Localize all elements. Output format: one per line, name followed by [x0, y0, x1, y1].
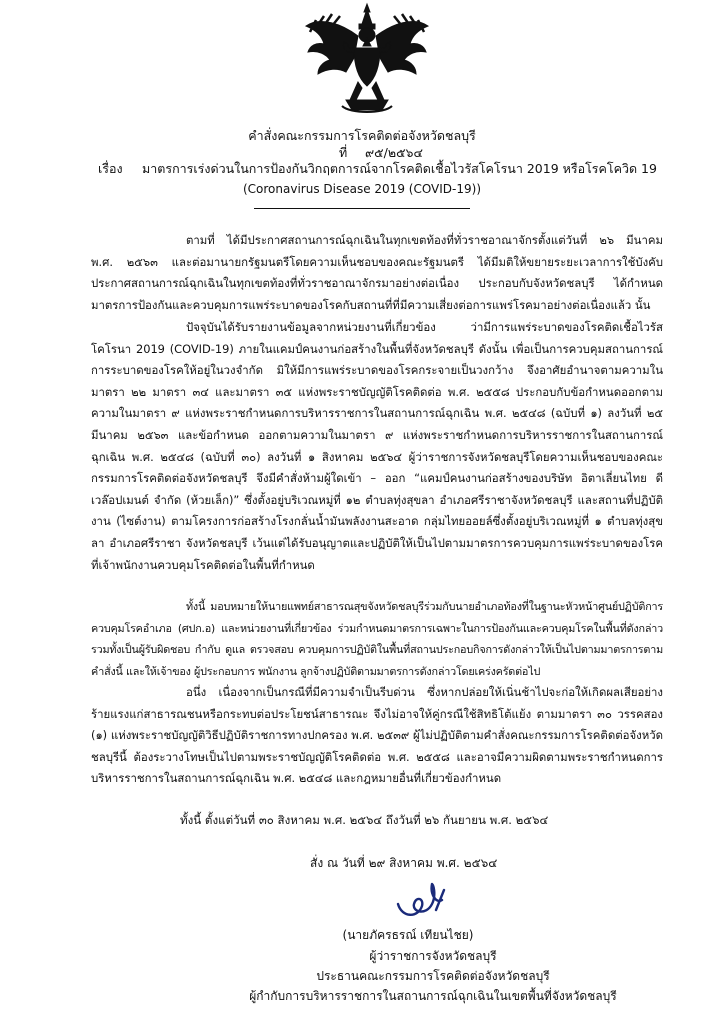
handwritten-signature: [392, 878, 450, 924]
paragraph-background-text: ตามที่ ได้มีประกาศสถานการณ์ฉุกเฉินในทุกเขตท้องที่ทั่วราชอาณาจักรตั้งแต่วันที่ ๒๖ มีนาคม พ.ศ. ๒๕๖๓ และต่อมานายกรัฐมนตรีโดยความเห็นชอบของคณะรัฐมนตรี ได้มีมติให้ขยายระยะเวลาการใช้บังคับประกาศสถานการณ์ฉุกเฉินในทุกเขตท้องที่ทั่วราชอาณาจักรมาอย่างต่อเนื่อง ประกอบกับจังหวัดชลบุรี ได้กำหนดมาตรการป้องกันและควบคุมการแพร่ระบาดของโรคกับสถานที่ที่มีความเสี่ยงต่อการแพร่โรคมาอย่างต่อเนื่องแล้ว นั้น: [91, 233, 663, 312]
signatory-position-governor: ผู้ว่าราชการจังหวัดชลบุรี: [369, 949, 497, 963]
signatory-name: (นายภัครธรณ์ เทียนไชย): [342, 928, 474, 942]
signatory-position-emergency: ผู้กำกับการบริหารราชการในสถานการณ์ฉุกเฉินในเขตพื้นที่จังหวัดชลบุรี: [249, 989, 617, 1003]
subject-english: (Coronavirus Disease 2019 (COVID-19)): [242, 182, 482, 196]
signatory-position-chairman: ประธานคณะกรรมการโรคติดต่อจังหวัดชลบุรี: [316, 969, 550, 983]
effective-period: ทั้งนี้ ตั้งแต่วันที่ ๓๐ สิงหาคม พ.ศ. ๒๕๖๔ ถึงวันที่ ๒๖ กันยายน พ.ศ. ๒๕๖๔: [180, 813, 549, 827]
signing-date: สั่ง ณ วันที่ ๒๙ สิงหาคม พ.ศ. ๒๕๖๔: [310, 856, 498, 870]
paragraph-assignment-text: ทั้งนี้ มอบหมายให้นายแพทย์สาธารณสุขจังหวัดชลบุรีร่วมกับนายอำเภอท้องที่ในฐานะหัวหน้าศูนย์ปฏิบัติการควบคุมโรคอำเภอ (ศปก.อ) และหน่วยงานที่เกี่ยวข้อง ร่วมกำหนดมาตรการเฉพาะในการป้องกันและควบคุมโรคในพื้นที่ดังกล่าว รวมทั้งเป็นผู้รับผิดชอบ กำกับ ดูแล ตรวจสอบ ควบคุมการปฏิบัติในพื้นที่สถานประกอบกิจการดังกล่าวให้เป็นไปตามมาตรการตามคำสั่งนี้ และให้เจ้าของ ผู้ประกอบการ พนักงาน ลูกจ้างปฏิบัติตามมาตรการดังกล่าวโดยเคร่งครัดต่อไป: [91, 600, 663, 678]
paragraph-background: [91, 230, 663, 316]
subject-line: [98, 160, 688, 178]
paragraph-order: [91, 317, 663, 576]
order-title: คำสั่งคณะกรรมการโรคติดต่อจังหวัดชลบุรี: [248, 128, 476, 143]
paragraph-order-text: ปัจจุบันได้รับรายงานข้อมูลจากหน่วยงานที่เกี่ยวข้อง ว่ามีการแพร่ระบาดของโรคติดเชื้อไวรัสโคโรนา 2019 (COVID-19) ภายในแคมป์คนงานก่อสร้างในพื้นที่จังหวัดชลบุรี ดังนั้น เพื่อเป็นการควบคุมสถานการณ์การระบาดของโรคให้อยู่ในวงจำกัด มิให้มีการแพร่ระบาดของโรคกระจายเป็นวงกว้าง จึงอาศัยอำนาจตามความในมาตรา ๒๒ มาตรา ๓๔ และมาตรา ๓๕ แห่งพระราชบัญญัติโรคติดต่อ พ.ศ. ๒๕๕๘ ประกอบกับข้อกำหนดออกตามความในมาตรา ๙ แห่งพระราชกำหนดการบริหารราชการในสถานการณ์ฉุกเฉิน พ.ศ. ๒๕๔๘ (ฉบับที่ ๑) ลงวันที่ ๒๕ มีนาคม ๒๕๖๓ และข้อกำหนด ออกตามความในมาตรา ๙ แห่งพระราชกำหนดการบริหารราชการในสถานการณ์ฉุกเฉิน พ.ศ. ๒๕๔๘ (ฉบับที่ ๓๐) ลงวันที่ ๑ สิงหาคม ๒๕๖๔ ผู้ว่าราชการจังหวัดชลบุรีโดยความเห็นชอบของคณะกรรมการโรคติดต่อจังหวัดชลบุรี จึงมีคำสั่งห้ามผู้ใดเข้า – ออก “แคมป์คนงานก่อสร้างของบริษัท อิตาเลี่ยนไทย ดีเวล๊อปเมนต์ จำกัด (ห้วยเล็ก)” ซึ่งตั้งอยู่บริเวณหมู่ที่ ๑๒ ตำบลทุ่งสุขลา อำเภอศรีราชาจังหวัดชลบุรี และสถานที่ปฏิบัติงาน (ไซต์งาน) ตามโครงการก่อสร้างโรงกลั่นน้ำมันพลังงานสะอาด กลุ่มไทยออยล์ซึ่งตั้งอยู่บริเวณหมู่ที่ ๑ ตำบลทุ่งสุขลา อำเภอศรีราชา จังหวัดชลบุรี เว้นแต่ได้รับอนุญาตและปฏิบัติให้เป็นไปตามมาตรการควบคุมการแพร่ระบาดของโรคที่เจ้าพนักงานควบคุมโรคติดต่อในพื้นที่กำหนด: [91, 320, 663, 572]
subject-label: เรื่อง: [98, 161, 123, 176]
paragraph-legal: [91, 682, 663, 790]
paragraph-legal-text: อนึ่ง เนื่องจากเป็นกรณีที่มีความจำเป็นรีบด่วน ซึ่งหากปล่อยให้เนิ่นช้าไปจะก่อให้เกิดผลเสียอย่างร้ายแรงแก่สาธารณชนหรือกระทบต่อประโยชน์สาธารณะ จึงไม่อาจให้คู่กรณีใช้สิทธิโต้แย้ง ตามมาตรา ๓๐ วรรคสอง (๑) แห่งพระราชบัญญัติวิธีปฏิบัติราชการทางปกครอง พ.ศ. ๒๕๓๙ ผู้ไม่ปฏิบัติตามคำสั่งคณะกรรมการโรคติดต่อจังหวัดชลบุรีนี้ ต้องระวางโทษเป็นไปตามพระราชบัญญัติโรคติดต่อ พ.ศ. ๒๕๕๘ และอาจมีความผิดตามพระราชกำหนดการบริหารราชการในสถานการณ์ฉุกเฉิน พ.ศ. ๒๕๔๘ และกฎหมายอื่นที่เกี่ยวข้องกำหนด: [91, 685, 663, 786]
order-number-label: ที่: [339, 145, 348, 160]
subject-text: มาตรการเร่งด่วนในการป้องกันวิกฤตการณ์จากโรคติดเชื้อไวรัสโคโรนา 2019 หรือโรคโควิด 19: [142, 161, 657, 176]
garuda-emblem-icon: [302, 2, 432, 114]
order-number: ๙๕/๒๕๖๔: [365, 145, 423, 160]
paragraph-assignment: [91, 596, 663, 682]
header-divider: [254, 208, 470, 209]
